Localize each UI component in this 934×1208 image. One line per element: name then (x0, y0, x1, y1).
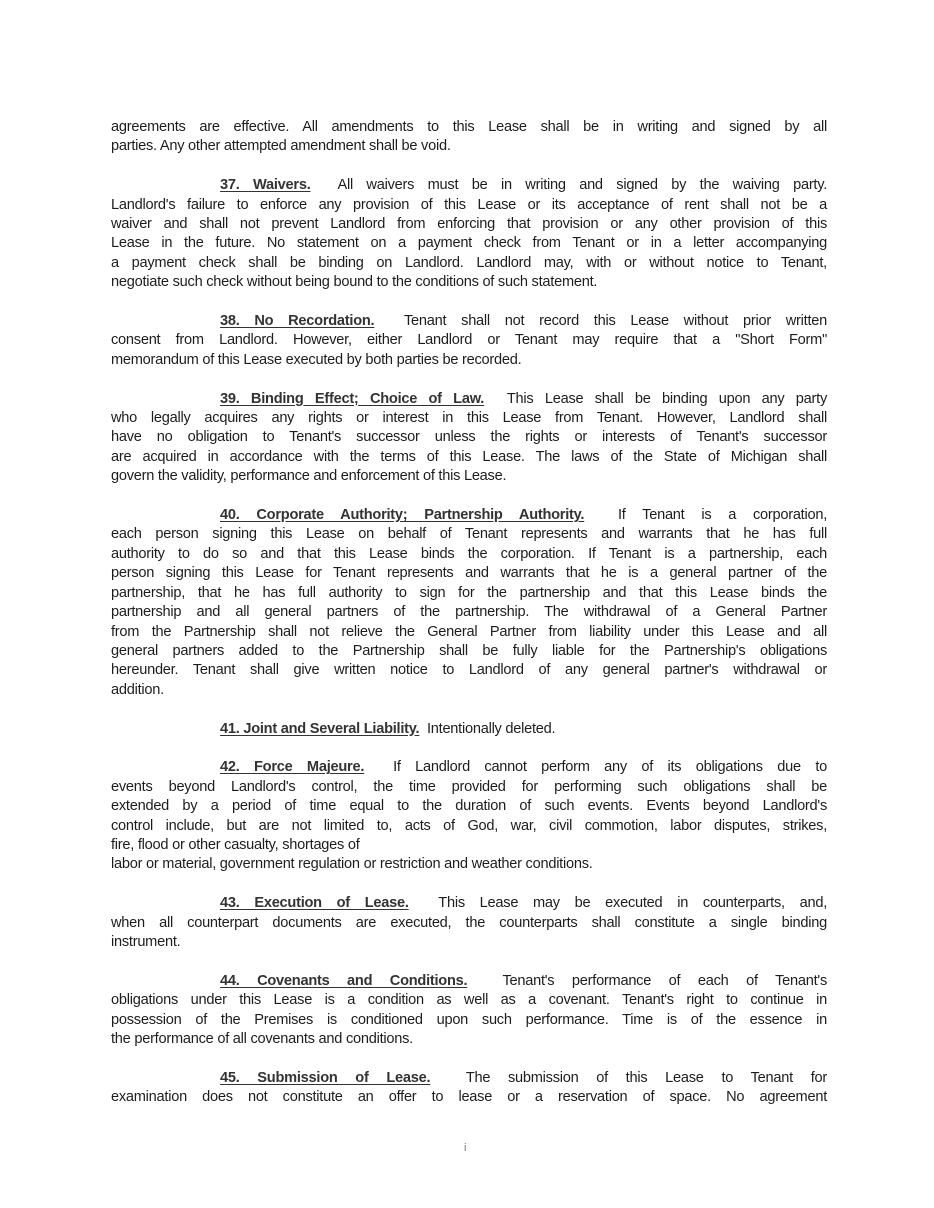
line-text: govern the validity, performance and enforcement of this Lease. (111, 468, 507, 485)
text-line (111, 623, 827, 642)
text-line (111, 1088, 827, 1107)
line-text: hereunder. Tenant shall give written notice to Landlord of any general partner's withdrawal or (111, 662, 827, 679)
section-heading: 40. Corporate Authority; Partnership Authority. (220, 507, 585, 524)
line-text: the performance of all covenants and conditions. (111, 1030, 413, 1047)
line-text: parties. Any other attempted amendment shall be void. (111, 138, 451, 155)
line-text: extended by a period of time equal to the duration of such events. Events beyond Landlord's (111, 798, 827, 815)
text-line (111, 234, 827, 253)
line-text: addition. (111, 681, 164, 698)
text-line (111, 409, 827, 428)
line-text: person signing this Lease for Tenant represents and warrants that he is a general partner of the (111, 565, 827, 582)
line-text: are acquired in accordance with the terms of this Lease. The laws of the State of Michigan shall (111, 448, 827, 465)
text-line (111, 972, 827, 991)
lease-document-body (111, 118, 827, 1127)
text-line (111, 312, 827, 331)
continued-paragraph (111, 118, 827, 157)
text-line (111, 448, 827, 467)
line-text: agreements are effective. All amendments to this Lease shall be in writing and signed by all (111, 119, 827, 135)
section-heading: 44. Covenants and Conditions. (220, 972, 468, 989)
line-text: consent from Landlord. However, either Landlord or Tenant may require that a "Short Form" (111, 332, 827, 349)
lease-section (111, 1069, 827, 1108)
lease-section (111, 176, 827, 292)
text-line (111, 933, 827, 952)
line-text: examination does not constitute an offer to lease or a reservation of space. No agreement (111, 1089, 827, 1106)
line-text: Landlord's failure to enforce any provision of this Lease or its acceptance of rent shall not be a (111, 196, 827, 213)
text-line (111, 564, 827, 583)
lease-section (111, 390, 827, 487)
line-text: events beyond Landlord's control, the time provided for performing such obligations shall be (111, 778, 827, 795)
line-text: authority to do so and that this Lease binds the corporation. If Tenant is a partnership, each (111, 545, 827, 562)
text-line (111, 196, 827, 215)
line-text: Tenant shall not record this Lease without prior written (404, 313, 827, 330)
text-line (111, 797, 827, 816)
line-text: who legally acquires any rights or interest in this Lease from Tenant. However, Landlord shall (111, 410, 827, 427)
text-line (111, 118, 827, 137)
line-text: waiver and shall not prevent Landlord from enforcing that provision or any other provision of this (111, 216, 827, 233)
lease-section (111, 312, 827, 370)
line-text: fire, flood or other casualty, shortages of (111, 836, 360, 853)
page-number: i (464, 1142, 467, 1154)
line-text: This Lease may be executed in counterparts, and, (438, 895, 828, 912)
text-line (111, 661, 827, 680)
line-text: negotiate such check without being bound to the conditions of such statement. (111, 274, 598, 291)
lease-section (111, 506, 827, 700)
text-line (111, 215, 827, 234)
line-text: partnership and all general partners of the partnership. The withdrawal of a General Partner (111, 604, 827, 621)
line-text: The submission of this Lease to Tenant for (465, 1069, 827, 1086)
line-text: If Landlord cannot perform any of its obligations due to (393, 759, 828, 776)
line-text: obligations under this Lease is a condition as well as a covenant. Tenant's right to continue in (111, 992, 827, 1009)
lease-section (111, 894, 827, 952)
text-line (111, 176, 827, 195)
line-text: each person signing this Lease on behalf of Tenant represents and warrants that he has full (111, 526, 827, 543)
line-text: instrument. (111, 933, 181, 950)
line-text: general partners added to the Partnership shall be fully liable for the Partnership's obligations (111, 642, 827, 659)
text-line (111, 991, 827, 1010)
text-line (111, 254, 827, 273)
line-text: from the Partnership shall not relieve the General Partner from liability under this Lease and all (111, 623, 827, 640)
line-text: All waivers must be in writing and signed by the waiving party. (337, 177, 827, 194)
section-heading: 41. Joint and Several Liability. (220, 720, 420, 737)
section-heading: 37. Waivers. (220, 177, 311, 194)
line-text: partnership, that he has full authority to sign for the partnership and that this Lease binds the (111, 584, 827, 601)
text-line (111, 137, 827, 156)
text-line (111, 273, 827, 292)
lease-section (111, 972, 827, 1050)
text-line (111, 720, 827, 739)
line-text: when all counterpart documents are executed, the counterparts shall constitute a single binding (111, 914, 827, 931)
section-heading: 38. No Recordation. (220, 313, 375, 330)
line-text: If Tenant is a corporation, (617, 507, 828, 524)
text-line (111, 817, 827, 836)
text-line (111, 428, 827, 447)
line-text: control include, but are not limited to, acts of God, war, civil commotion, labor disputes, strikes, (111, 817, 827, 834)
text-line (111, 758, 827, 777)
line-text: Lease in the future. No statement on a payment check from Tenant or in a letter accompanying (111, 235, 827, 252)
text-line (111, 603, 827, 622)
text-line (111, 778, 827, 797)
text-line (111, 506, 827, 525)
section-heading: 45. Submission of Lease. (220, 1069, 431, 1086)
line-text: labor or material, government regulation or restriction and weather conditions. (111, 856, 593, 873)
section-heading: 39. Binding Effect; Choice of Law. (220, 390, 485, 407)
lease-section (111, 720, 827, 739)
text-line (111, 351, 827, 370)
text-line (111, 467, 827, 486)
text-line (111, 1011, 827, 1030)
text-line (111, 331, 827, 350)
text-line (111, 545, 827, 564)
line-text: memorandum of this Lease executed by both parties be recorded. (111, 351, 522, 368)
text-line (111, 1030, 827, 1049)
line-text: have no obligation to Tenant's successor unless the rights or interests of Tenant's successor (111, 429, 827, 446)
text-line (111, 1069, 827, 1088)
text-line (111, 836, 827, 855)
text-line (111, 914, 827, 933)
line-text: Tenant's performance of each of Tenant's (502, 972, 827, 989)
text-line (111, 525, 827, 544)
text-line (111, 584, 827, 603)
lease-section (111, 758, 827, 874)
line-text: a payment check shall be binding on Landlord. Landlord may, with or without notice to Tenant, (111, 254, 827, 271)
text-line (111, 855, 827, 874)
text-line (111, 390, 827, 409)
text-line (111, 642, 827, 661)
section-heading: 42. Force Majeure. (220, 759, 365, 776)
line-text: possession of the Premises is conditioned upon such performance. Time is of the essence in (111, 1011, 827, 1028)
text-line (111, 681, 827, 700)
line-text: This Lease shall be binding upon any party (506, 390, 827, 407)
text-line (111, 894, 827, 913)
line-text: Intentionally deleted. (426, 720, 556, 737)
section-heading: 43. Execution of Lease. (220, 895, 409, 912)
